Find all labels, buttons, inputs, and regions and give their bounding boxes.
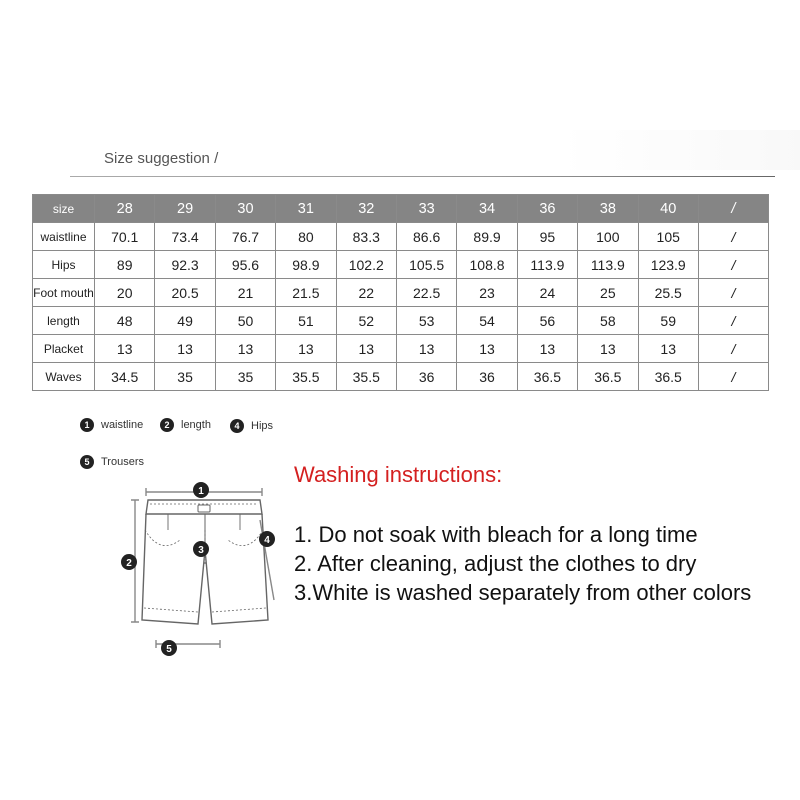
table-cell: 54 (457, 307, 517, 335)
table-cell: 100 (578, 223, 638, 251)
table-cell: 13 (638, 335, 698, 363)
table-cell: 35.5 (336, 363, 396, 391)
table-cell: 13 (95, 335, 155, 363)
table-cell: 35 (215, 363, 275, 391)
table-cell: 13 (396, 335, 456, 363)
table-cell: / (698, 363, 768, 391)
table-cell: 83.3 (336, 223, 396, 251)
table-cell: 36 (396, 363, 456, 391)
column-header: 38 (578, 195, 638, 223)
legend-item-hips (230, 419, 273, 433)
table-cell: 73.4 (155, 223, 215, 251)
table-cell: 36 (457, 363, 517, 391)
table-cell: 48 (95, 307, 155, 335)
table-cell: 70.1 (95, 223, 155, 251)
legend-item-length (160, 418, 211, 432)
table-cell: 35.5 (276, 363, 336, 391)
table-cell: 13 (276, 335, 336, 363)
table-cell: 76.7 (215, 223, 275, 251)
table-body (33, 223, 769, 391)
table-row (33, 363, 769, 391)
table-cell: 25 (578, 279, 638, 307)
column-header: 31 (276, 195, 336, 223)
washing-line-1: 1. Do not soak with bleach for a long time (294, 522, 698, 547)
legend-item-waistline (80, 418, 143, 432)
table-cell: 92.3 (155, 251, 215, 279)
table-cell: 52 (336, 307, 396, 335)
table-cell: 98.9 (276, 251, 336, 279)
legend-item-trousers (80, 455, 144, 469)
table-cell: 89.9 (457, 223, 517, 251)
table-cell: / (698, 279, 768, 307)
table-row (33, 223, 769, 251)
shorts-diagram (110, 470, 300, 660)
table-cell: 89 (95, 251, 155, 279)
table-cell: 13 (517, 335, 577, 363)
table-cell: 36.5 (517, 363, 577, 391)
table-cell: / (698, 335, 768, 363)
column-header: 33 (396, 195, 456, 223)
marker-2: 2 (126, 558, 132, 569)
table-cell: 56 (517, 307, 577, 335)
table-row (33, 279, 769, 307)
table-cell: 22 (336, 279, 396, 307)
table-cell: 53 (396, 307, 456, 335)
table-cell: 105 (638, 223, 698, 251)
row-label: length (33, 307, 95, 335)
table-cell: 25.5 (638, 279, 698, 307)
table-cell: / (698, 251, 768, 279)
table-cell: 13 (578, 335, 638, 363)
table-cell: 23 (457, 279, 517, 307)
table-row (33, 307, 769, 335)
column-header: 30 (215, 195, 275, 223)
row-label: waistline (33, 223, 95, 251)
table-cell: 86.6 (396, 223, 456, 251)
table-cell: 36.5 (638, 363, 698, 391)
column-header: / (698, 195, 768, 223)
legend-label: waistline (101, 419, 144, 431)
row-label: Placket (33, 335, 95, 363)
column-header: 28 (95, 195, 155, 223)
legend-label: Trousers (101, 456, 144, 468)
column-header: 34 (457, 195, 517, 223)
table-cell: 13 (336, 335, 396, 363)
number-4-icon: 4 (230, 419, 244, 433)
table-cell: 108.8 (457, 251, 517, 279)
column-header: 32 (336, 195, 396, 223)
legend-label: length (181, 419, 211, 431)
marker-3: 3 (198, 545, 204, 556)
table-cell: / (698, 307, 768, 335)
marker-5: 5 (166, 644, 172, 655)
marker-4: 4 (264, 535, 270, 546)
table-cell: 13 (457, 335, 517, 363)
marker-1: 1 (198, 486, 204, 497)
table-cell: 13 (155, 335, 215, 363)
table-cell: 80 (276, 223, 336, 251)
table-row (33, 251, 769, 279)
table-cell: 123.9 (638, 251, 698, 279)
table-cell: / (698, 223, 768, 251)
row-label: Foot mouth (33, 279, 95, 307)
table-cell: 59 (638, 307, 698, 335)
table-cell: 34.5 (95, 363, 155, 391)
washing-line-2: 2. After cleaning, adjust the clothes to dry (294, 551, 697, 576)
washing-line-3: 3.White is washed separately from other colors (294, 580, 752, 605)
row-label: Hips (33, 251, 95, 279)
table-cell: 105.5 (396, 251, 456, 279)
table-cell: 50 (215, 307, 275, 335)
page-title: Size suggestion / (104, 150, 219, 167)
table-cell: 20.5 (155, 279, 215, 307)
size-table (32, 194, 769, 391)
table-cell: 49 (155, 307, 215, 335)
column-header: 36 (517, 195, 577, 223)
column-header: 29 (155, 195, 215, 223)
table-cell: 51 (276, 307, 336, 335)
table-row (33, 335, 769, 363)
table-cell: 102.2 (336, 251, 396, 279)
table-cell: 113.9 (517, 251, 577, 279)
column-header: 40 (638, 195, 698, 223)
column-header: size (33, 195, 95, 223)
table-cell: 20 (95, 279, 155, 307)
legend-label: Hips (251, 420, 274, 432)
row-label: Waves (33, 363, 95, 391)
washing-title: Washing instructions: (294, 462, 503, 487)
table-cell: 24 (517, 279, 577, 307)
table-cell: 22.5 (396, 279, 456, 307)
table-cell: 113.9 (578, 251, 638, 279)
number-5-icon: 5 (80, 455, 94, 469)
table-cell: 95 (517, 223, 577, 251)
table-cell: 58 (578, 307, 638, 335)
table-cell: 36.5 (578, 363, 638, 391)
table-header-row (33, 195, 769, 223)
header-divider (70, 176, 775, 177)
table-cell: 21 (215, 279, 275, 307)
table-cell: 95.6 (215, 251, 275, 279)
number-1-icon: 1 (80, 418, 94, 432)
table-cell: 21.5 (276, 279, 336, 307)
table-cell: 35 (155, 363, 215, 391)
number-2-icon: 2 (160, 418, 174, 432)
table-cell: 13 (215, 335, 275, 363)
